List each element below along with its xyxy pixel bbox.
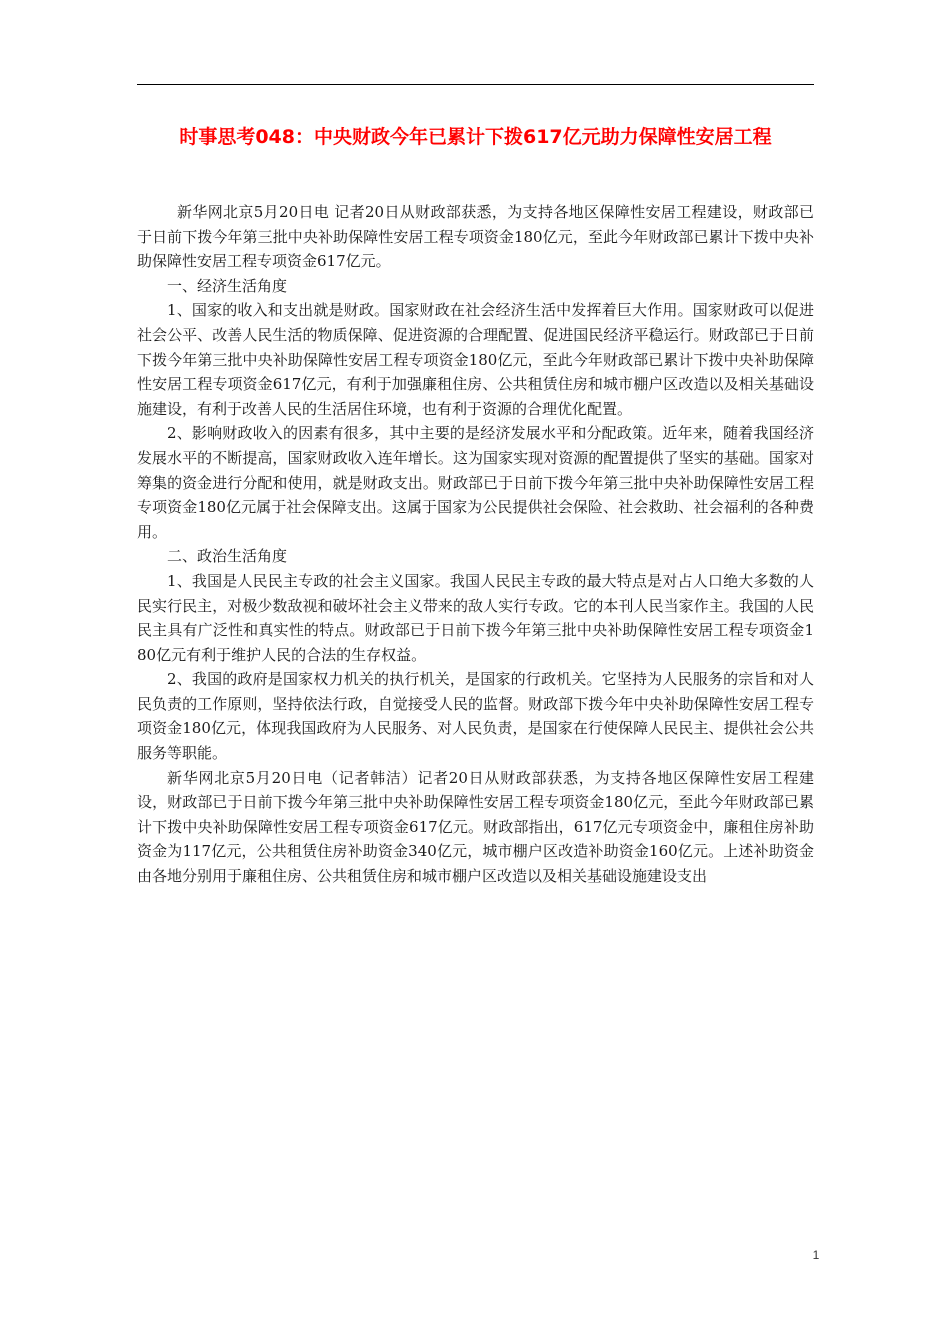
paragraph-intro: 新华网北京5月20日电 记者20日从财政部获悉，为支持各地区保障性安居工程建设，财政部已于日前下拨今年第三批中央补助保障性安居工程专项资金180亿元，至此今年财政部已累计下拨中央补助保障性安居工程专项资金617亿元。 xyxy=(137,203,814,271)
paragraph-economic-2: 2、影响财政收入的因素有很多，其中主要的是经济发展水平和分配政策。近年来，随着我国经济发展水平的不断提高，国家财政收入连年增长。这为国家实现对资源的配置提供了坚实的基础。国家对筹集的资金进行分配和使用，就是财政支出。财政部已于日前下拨今年第三批中央补助保障性安居工程专项资金180亿元属于社会保障支出。这属于国家为公民提供社会保险、社会救助、社会福利的各种费用。 xyxy=(137,424,814,541)
section-heading-economic: 一、经济生活角度 xyxy=(167,276,288,295)
paragraph-political-2: 2、我国的政府是国家权力机关的执行机关，是国家的行政机关。它坚持为人民服务的宗旨和对人民负责的工作原则，坚持依法行政，自觉接受人民的监督。财政部下拨今年中央补助保障性安居工程专项资金180亿元，体现我国政府为人民服务、对人民负责，是国家在行使保障人民民主、提供社会公共服务等职能。 xyxy=(137,670,814,763)
section-heading-political: 二、政治生活角度 xyxy=(167,547,288,566)
paragraph-economic-1: 1、国家的收入和支出就是财政。国家财政在社会经济生活中发挥着巨大作用。国家财政可以促进社会公平、改善人民生活的物质保障、促进资源的合理配置、促进国民经济平稳运行。财政部已于日前下拨今年第三批中央补助保障性安居工程专项资金180亿元，至此今年财政部已累计下拨中央补助保障性安居工程专项资金617亿元，有利于加强廉租住房、公共租赁住房和城市棚户区改造以及相关基础设施建设，有利于改善人民的生活居住环境，也有利于资源的合理优化配置。 xyxy=(137,301,814,418)
header-rule xyxy=(137,84,814,85)
document-body xyxy=(137,200,814,889)
document-title: 时事思考048：中央财政今年已累计下拨617亿元助力保障性安居工程 xyxy=(179,126,772,148)
paragraph-political-1: 1、我国是人民民主专政的社会主义国家。我国人民民主专政的最大特点是对占人口绝大多数的人民实行民主，对极少数敌视和破坏社会主义带来的敌人实行专政。它的本刊人民当家作主。我国的人民民主具有广泛性和真实性的特点。财政部已于日前下拨今年第三批中央补助保障性安居工程专项资金180亿元有利于维护人民的合法的生存权益。 xyxy=(137,571,814,664)
paragraph-news-report: 新华网北京5月20日电（记者韩洁）记者20日从财政部获悉，为支持各地区保障性安居工程建设，财政部已于日前下拨今年第三批中央补助保障性安居工程专项资金180亿元，至此今年财政部已累计下拨中央补助保障性安居工程专项资金617亿元。财政部指出，617亿元专项资金中，廉租住房补助资金为117亿元，公共租赁住房补助资金340亿元，城市棚户区改造补助资金160亿元。上述补助资金由各地分别用于廉租住房、公共租赁住房和城市棚户区改造以及相关基础设施建设支出 xyxy=(137,768,814,886)
page-number: 1 xyxy=(812,1248,820,1262)
